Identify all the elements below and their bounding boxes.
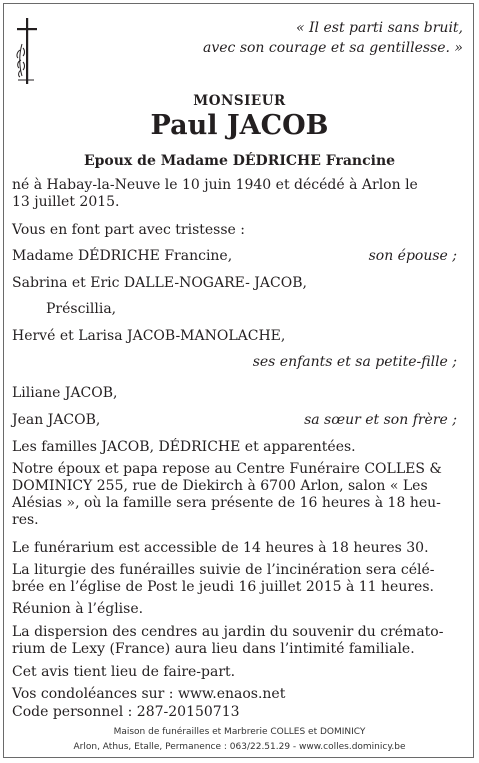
condolences-line: Vos condoléances sur : www.enaos.net — [12, 686, 286, 702]
footer-line-1: Maison de funérailles et Marbrerie COLLES et DOMINICY — [113, 727, 366, 737]
rest-line-1: Notre époux et papa repose au Centre Funéraire COLLES & — [12, 461, 442, 477]
children-role: ses enfants et sa petite-fille ; — [252, 354, 457, 370]
epigraph-quote — [203, 18, 463, 58]
child-2: Hervé et Larisa JACOB-MANOLACHE, — [12, 328, 286, 344]
grandchild: Préscillia, — [46, 301, 117, 317]
dispersion-line-2: rium de Lexy (France) aura lieu dans l’intimité familiale. — [12, 641, 415, 657]
sibling-1: Liliane JACOB, — [12, 385, 118, 401]
child-1: Sabrina et Eric DALLE-NOGARE- JACOB, — [12, 275, 307, 291]
deceased-name: Paul JACOB — [150, 110, 329, 141]
code-line: Code personnel : 287-20150713 — [12, 704, 240, 720]
wife-role: son épouse ; — [368, 248, 457, 264]
birth-line-2: 13 juillet 2015. — [12, 194, 120, 210]
liturgy-line-1: La liturgie des funérailles suivie de l’incinération sera célé- — [12, 562, 435, 578]
meeting-line: Réunion à l’église. — [12, 601, 144, 617]
footer-line-2: Arlon, Athus, Etalle, Permanence : 063/22.51.29 - www.colles.dominicy.be — [73, 742, 406, 752]
notice-line: Cet avis tient lieu de faire-part. — [12, 664, 236, 680]
rest-line-4: res. — [12, 512, 39, 528]
spouse-line: Epoux de Madame DÉDRICHE Francine — [83, 153, 396, 169]
sibling-2: Jean JACOB, — [12, 412, 101, 428]
honorific: MONSIEUR — [193, 93, 286, 109]
birth-line-1: né à Habay-la-Neuve le 10 juin 1940 et décédé à Arlon le — [12, 177, 418, 193]
rest-line-2: DOMINICY 255, rue de Diekirch à 6700 Arlon, salon « Les — [12, 478, 428, 494]
quote-line-2: avec son courage et sa gentillesse. » — [202, 40, 463, 56]
quote-line-1: « Il est parti sans bruit, — [296, 20, 463, 36]
liturgy-line-2: brée en l’église de Post le jeudi 16 juillet 2015 à 11 heures. — [12, 579, 434, 595]
dispersion-line-1: La dispersion des cendres au jardin du souvenir du crémato- — [12, 624, 444, 640]
announce-line: Vous en font part avec tristesse : — [12, 222, 245, 238]
siblings-role: sa sœur et son frère ; — [304, 412, 457, 428]
funerarium-line: Le funérarium est accessible de 14 heures à 18 heures 30. — [12, 540, 429, 556]
families-line: Les familles JACOB, DÉDRICHE et apparentées. — [12, 439, 356, 455]
cross-icon — [8, 14, 48, 86]
rest-line-3: Alésias », où la famille sera présente de 16 heures à 18 heu- — [12, 495, 441, 511]
wife-name: Madame DÉDRICHE Francine, — [12, 248, 233, 264]
